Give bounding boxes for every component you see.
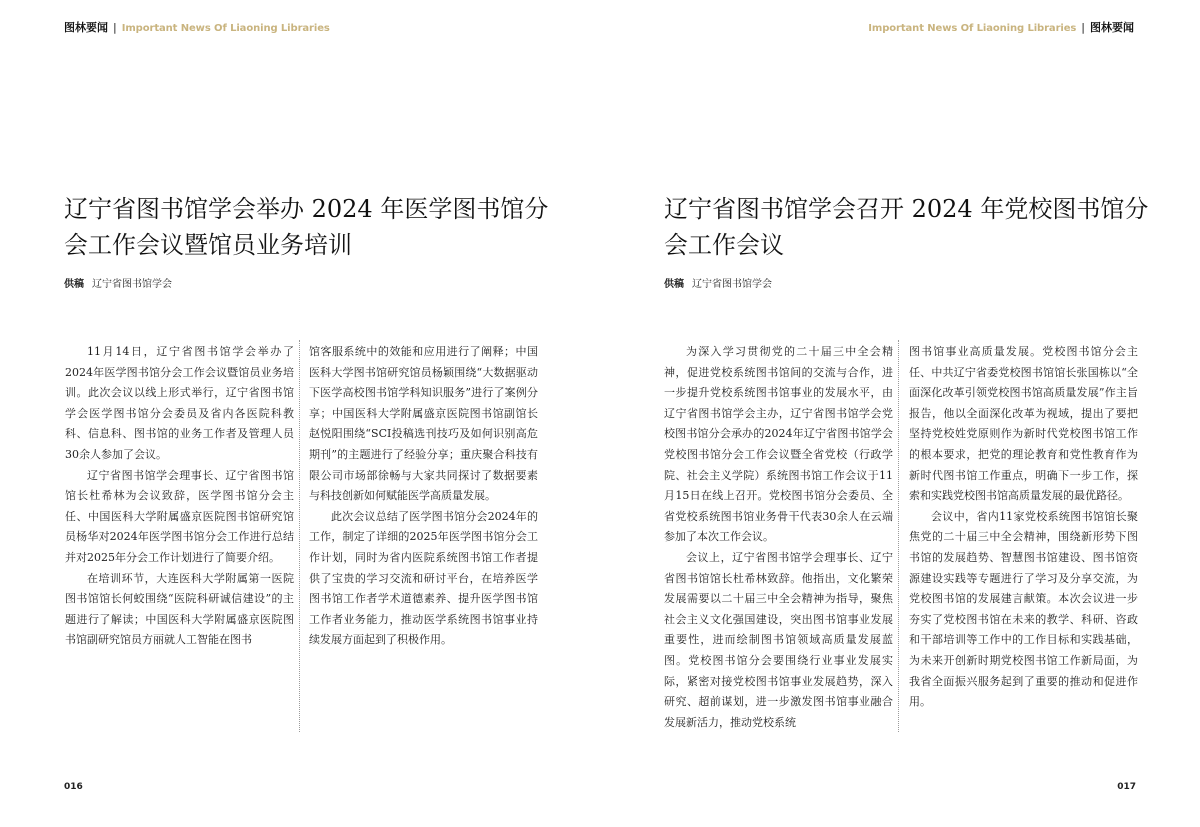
page-number: 017 (1117, 782, 1136, 792)
paragraph: 会议中，省内11家党校系统图书馆馆长聚焦党的二十届三中全会精神，围绕新形势下图书馆的发展趋势、智慧图书馆建设、图书馆资源建设实践等专题进行了学习及分享交流，为党校图书馆的发展建言献策。本次会议进一步夯实了党校图书馆在未来的教学、科研、咨政和干部培训等工作中的工作目标和实践基础，为未来开创新时期党校图书馆工作新局面，为我省全面振兴服务起到了重要的推动和促进作用。 (909, 509, 1138, 709)
column-divider (299, 340, 300, 732)
right-page (600, 0, 1200, 827)
running-header (64, 21, 330, 36)
byline-source: 辽宁省图书馆学会 (92, 279, 172, 290)
header-separator: | (113, 21, 117, 34)
paragraph: 辽宁省图书馆学会理事长、辽宁省图书馆馆长杜希林为会议致辞，医学图书馆分会主任、中国医科大学附属盛京医院图书馆研究馆员杨华对2024年医学图书馆分会工作进行总结并对2025年分会工作计划进行了简要介绍。 (65, 468, 294, 564)
section-name: 图林要闻 (64, 21, 108, 34)
paragraph: 11月14日，辽宁省图书馆学会举办了2024年医学图书馆分会工作会议暨馆员业务培训。此次会议以线上形式举行，辽宁省图书馆学会医学图书馆分会委员及省内各医院科教科、信息科、图书馆的业务工作者及管理人员30余人参加了会议。 (65, 345, 294, 461)
page-number: 016 (64, 782, 83, 792)
paragraph: 此次会议总结了医学图书馆分会2024年的工作，制定了详细的2025年医学图书馆分会工作计划，同时为省内医院系统图书馆工作者提供了宝贵的学习交流和研讨平台，在培养医学图书馆工作者学术道德素养、提升医学图书馆工作者业务能力，推动医学系统图书馆事业持续发展方面起到了积极作用。 (309, 509, 538, 647)
paragraph: 会议上，辽宁省图书馆学会理事长、辽宁省图书馆馆长杜希林致辞。他指出，文化繁荣发展需要以二十届三中全会精神为指导，聚焦社会主义文化强国建设，突出图书馆事业发展重要性，进而绘制图书馆领域高质量发展蓝图。党校图书馆分会要围绕行业事业发展实际，紧密对接党校图书馆事业发展趋势，深入研究、超前谋划，进一步激发图书馆事业融合发展新活力，推动党校系统 (664, 550, 893, 729)
byline (64, 278, 172, 292)
byline (664, 278, 772, 292)
byline-label: 供稿 (664, 279, 684, 290)
article-title: 辽宁省图书馆学会举办 2024 年医学图书馆分会工作会议暨馆员业务培训 (64, 195, 549, 259)
paragraph-continued: 图书馆事业高质量发展。党校图书馆分会主任、中共辽宁省委党校图书馆馆长张国栋以“全面深化改革引领党校图书馆高质量发展”作主旨报告，他以全面深化改革为视域，提出了要把坚持党校姓党原则作为新时代党校图书馆工作的根本要求，把党的理论教育和党性教育作为新时代图书馆工作重点，明确下一步工作，探索和实践党校图书馆高质量发展的最优路径。 (909, 345, 1138, 503)
column-divider (898, 340, 899, 732)
section-name: 图林要闻 (1090, 21, 1134, 34)
article-column-1 (65, 342, 294, 651)
paragraph: 在培训环节，大连医科大学附属第一医院图书馆馆长何蛟围绕“医院科研诚信建设”的主题进行了解读；中国医科大学附属盛京医院图书馆副研究馆员方丽就人工智能在图书 (65, 571, 294, 647)
article-title: 辽宁省图书馆学会召开 2024 年党校图书馆分会工作会议 (664, 195, 1149, 259)
running-header (868, 21, 1134, 36)
byline-label: 供稿 (64, 279, 84, 290)
article-column-1 (664, 342, 893, 733)
article-column-2 (909, 342, 1138, 713)
section-english-name: Important News Of Liaoning Libraries (121, 23, 330, 34)
byline-source: 辽宁省图书馆学会 (692, 279, 772, 290)
paragraph: 为深入学习贯彻党的二十届三中全会精神，促进党校系统图书馆间的交流与合作，进一步提升党校系统图书馆事业的发展水平，由辽宁省图书馆学会主办，辽宁省图书馆学会党校图书馆分会承办的2024年辽宁省图书馆学会党校图书馆分会工作会议暨全省党校（行政学院、社会主义学院）系统图书馆工作会议于11月15日在线上召开。党校图书馆分会委员、全省党校系统图书馆业务骨干代表30余人在云端参加了本次工作会议。 (664, 345, 893, 544)
paragraph-continued: 馆客服系统中的效能和应用进行了阐释；中国医科大学图书馆研究馆员杨颖围绕“大数据驱动下医学高校图书馆学科知识服务”进行了案例分享；中国医科大学附属盛京医院图书馆副馆长赵悦阳围绕“SCI投稿选刊技巧及如何识别高危期刊”的主题进行了经验分享；重庆聚合科技有限公司市场部徐畅与大家共同探讨了数据要素与科技创新如何赋能医学高质量发展。 (309, 345, 538, 503)
section-english-name: Important News Of Liaoning Libraries (868, 23, 1077, 34)
article-column-2 (309, 342, 538, 651)
header-separator: | (1081, 21, 1085, 34)
